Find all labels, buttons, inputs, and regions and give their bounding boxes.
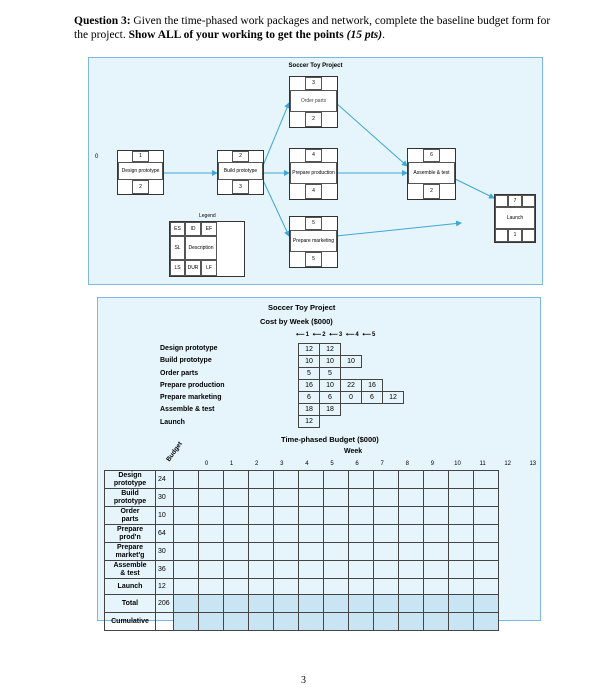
cost-cell [320, 416, 341, 428]
week-number: 2 [255, 461, 259, 467]
cost-title: Soccer Toy Project [268, 303, 336, 312]
week-cell[interactable] [324, 579, 349, 595]
row-label: Launch [117, 582, 143, 590]
week-cell[interactable] [274, 613, 299, 631]
week-cell[interactable] [274, 595, 299, 613]
budget-cell [156, 613, 174, 631]
week-cell[interactable] [374, 561, 399, 579]
budget-row [105, 561, 499, 579]
week-cell[interactable] [474, 561, 499, 579]
cost-row [299, 404, 425, 416]
row-label: Prepare [116, 543, 144, 551]
cost-cell [362, 356, 383, 368]
week-cell[interactable] [249, 613, 274, 631]
week-cell[interactable] [424, 471, 449, 489]
cost-row-labels [160, 343, 225, 429]
week-cell[interactable] [424, 543, 449, 561]
node-assemble-test: 6 Assemble & test 2 [407, 148, 456, 200]
row-label: prod'n [119, 533, 141, 541]
week-cell[interactable] [399, 543, 424, 561]
budget-grid [104, 470, 499, 631]
week-cell[interactable] [449, 561, 474, 579]
cost-cell: 6 [362, 392, 383, 404]
cost-cell [383, 356, 404, 368]
budget-row [105, 489, 499, 507]
week-cell[interactable] [424, 525, 449, 543]
week-cell[interactable] [174, 579, 199, 595]
week-cell[interactable] [174, 471, 199, 489]
week-cell[interactable] [224, 595, 249, 613]
week-cell[interactable] [249, 525, 274, 543]
budget-cell: 30 [156, 489, 174, 507]
node-design-prototype: 1 Design prototype 2 [117, 150, 164, 195]
budget-cell: 206 [156, 595, 174, 613]
cost-cell [362, 368, 383, 380]
total-label: Total [121, 599, 139, 607]
cost-subtitle: Cost by Week ($000) [260, 317, 333, 326]
cost-cell: 12 [299, 416, 320, 428]
question-body: Given the time-phased work packages and network, complete the baseline budget form for the project. [74, 15, 551, 41]
week-cell[interactable] [449, 507, 474, 525]
budget-cell: 64 [156, 525, 174, 543]
start-es: 0 [95, 154, 99, 160]
cost-cell [341, 344, 362, 356]
cost-row [299, 344, 425, 356]
week-cell[interactable] [374, 471, 399, 489]
week-cell[interactable] [474, 471, 499, 489]
cost-cell [383, 404, 404, 416]
week-arrows: ⟵1 ⟵2 ⟵3 ⟵4 ⟵5 [296, 332, 377, 338]
week-cell[interactable] [474, 507, 499, 525]
week-cell[interactable] [324, 561, 349, 579]
week-cell[interactable] [474, 613, 499, 631]
week-number: 10 [454, 461, 461, 467]
node-build-prototype: 2 Build prototype 3 [217, 150, 264, 195]
cost-row [299, 380, 425, 392]
week-cell[interactable] [299, 489, 324, 507]
cost-cell: 6 [320, 392, 341, 404]
week-cell[interactable] [249, 543, 274, 561]
question-emphasis: Show ALL of your working to get the points [128, 29, 344, 41]
week-cell[interactable] [224, 543, 249, 561]
week-cell[interactable] [224, 507, 249, 525]
question-points: (15 pts) [346, 29, 383, 41]
cost-cell [341, 368, 362, 380]
week-number: 3 [280, 461, 284, 467]
cost-row-label: Order parts [160, 369, 199, 377]
cost-cell [362, 404, 383, 416]
week-cell[interactable] [249, 507, 274, 525]
row-label: Order [120, 507, 140, 515]
week-cell[interactable] [374, 525, 399, 543]
week-cell[interactable] [199, 525, 224, 543]
week-cell[interactable] [299, 543, 324, 561]
question-text: Question 3: Given the time-phased work packages and network, complete the baseline budget form for the project. Show ALL of your working to get the points (15 pts). [74, 15, 551, 41]
week-cell[interactable] [374, 507, 399, 525]
week-cell[interactable] [249, 471, 274, 489]
week-cell[interactable] [224, 561, 249, 579]
week-cell[interactable] [449, 489, 474, 507]
week-cell[interactable] [349, 595, 374, 613]
week-cell[interactable] [474, 525, 499, 543]
network-title: Soccer Toy Project [288, 63, 343, 69]
week-cell[interactable] [324, 525, 349, 543]
week-cell[interactable] [324, 471, 349, 489]
row-label: & test [120, 569, 140, 577]
week-cell[interactable] [274, 507, 299, 525]
week-cell[interactable] [274, 579, 299, 595]
cumulative-row [105, 613, 499, 631]
cost-cell [404, 392, 425, 404]
week-cell[interactable] [274, 471, 299, 489]
cost-row-label: Design prototype [160, 345, 218, 352]
cost-row [299, 356, 425, 368]
week-cell[interactable] [199, 489, 224, 507]
week-cell[interactable] [349, 507, 374, 525]
week-cell[interactable] [199, 613, 224, 631]
row-label: Prepare [116, 525, 144, 533]
budget-cell: 12 [156, 579, 174, 595]
week-number: 9 [430, 461, 435, 467]
week-cell[interactable] [174, 613, 199, 631]
cost-cell [383, 380, 404, 392]
week-cell[interactable] [474, 579, 499, 595]
cost-cell: 10 [341, 356, 362, 368]
week-cell[interactable] [449, 579, 474, 595]
cost-row-label: Prepare production [160, 381, 225, 389]
week-cell[interactable] [224, 489, 249, 507]
cost-row [299, 368, 425, 380]
row-label: parts [121, 515, 139, 523]
week-cell[interactable] [349, 579, 374, 595]
cost-table [298, 343, 425, 428]
cost-cell [404, 380, 425, 392]
cost-cell [362, 416, 383, 428]
week-cell[interactable] [224, 525, 249, 543]
week-cell[interactable] [424, 595, 449, 613]
week-cell[interactable] [349, 525, 374, 543]
budget-row [105, 543, 499, 561]
node-prepare-production: 4 Prepare production 4 [289, 148, 338, 200]
cost-row-label: Build prototype [160, 357, 212, 365]
week-number: 8 [405, 461, 409, 467]
budget-cell: 24 [156, 471, 174, 489]
week-cell[interactable] [424, 507, 449, 525]
cost-row [299, 392, 425, 404]
cost-cell [383, 416, 404, 428]
week-cell[interactable] [274, 489, 299, 507]
week-cell[interactable] [324, 507, 349, 525]
week-cell[interactable] [474, 489, 499, 507]
week-cell[interactable] [199, 595, 224, 613]
cost-cell [404, 344, 425, 356]
cost-cell [404, 416, 425, 428]
week-number: 4 [305, 461, 309, 467]
week-cell[interactable] [274, 543, 299, 561]
row-label: market'g [115, 551, 145, 559]
week-cell[interactable] [399, 507, 424, 525]
week-cell[interactable] [199, 579, 224, 595]
week-cell[interactable] [349, 471, 374, 489]
week-cell[interactable] [449, 613, 474, 631]
budget-row [105, 507, 499, 525]
cost-cell [383, 344, 404, 356]
cost-row-label: Assemble & test [160, 406, 215, 414]
week-cell[interactable] [349, 613, 374, 631]
week-cell[interactable] [449, 595, 474, 613]
cumulative-label: Cumulative [111, 617, 149, 625]
node-prepare-marketing: 5 Prepare marketing 5 [289, 216, 338, 268]
budget-row [105, 579, 499, 595]
cost-row-label: Prepare marketing [160, 394, 222, 402]
question-label: Question 3: [74, 15, 131, 27]
cost-cell: 12 [320, 344, 341, 356]
week-cell[interactable] [374, 489, 399, 507]
week-cell[interactable] [249, 489, 274, 507]
cost-cell: 16 [299, 380, 320, 392]
week-cell[interactable] [299, 525, 324, 543]
week-cell[interactable] [374, 595, 399, 613]
week-cell[interactable] [274, 561, 299, 579]
week-cell[interactable] [474, 543, 499, 561]
cost-cell: 5 [320, 368, 341, 380]
week-cell[interactable] [449, 525, 474, 543]
cost-cell: 10 [320, 380, 341, 392]
page-number: 3 [301, 675, 306, 686]
budget-cell: 30 [156, 543, 174, 561]
cost-cell: 6 [299, 392, 320, 404]
budget-panel [97, 297, 541, 625]
week-cell[interactable] [399, 471, 424, 489]
cost-cell [404, 368, 425, 380]
week-cell[interactable] [324, 595, 349, 613]
week-cell[interactable] [324, 543, 349, 561]
cost-row-label: Launch [160, 418, 185, 426]
week-number: 0 [204, 461, 209, 467]
week-cell[interactable] [349, 489, 374, 507]
cost-cell: 10 [320, 356, 341, 368]
budget-header: Budget [165, 440, 184, 463]
week-cell[interactable] [299, 471, 324, 489]
week-cell[interactable] [299, 579, 324, 595]
week-cell[interactable] [174, 595, 199, 613]
cost-cell [383, 368, 404, 380]
network-diagram [88, 57, 543, 285]
week-number: 7 [380, 461, 384, 467]
week-cell[interactable] [249, 595, 274, 613]
cost-cell [362, 344, 383, 356]
row-label: Assemble [113, 561, 147, 569]
budget-cell: 10 [156, 507, 174, 525]
week-cell[interactable] [324, 489, 349, 507]
week-cell[interactable] [399, 489, 424, 507]
week-cell[interactable] [174, 561, 199, 579]
week-number: 13 [529, 461, 537, 467]
week-cell[interactable] [174, 507, 199, 525]
week-cell[interactable] [399, 613, 424, 631]
row-label: prototype [113, 479, 147, 487]
cost-cell: 18 [299, 404, 320, 416]
week-cell[interactable] [424, 489, 449, 507]
cost-cell: 10 [299, 356, 320, 368]
row-label: Design [118, 471, 142, 479]
week-cell[interactable] [449, 471, 474, 489]
cost-cell [404, 356, 425, 368]
week-cell[interactable] [349, 561, 374, 579]
week-cell[interactable] [299, 613, 324, 631]
node-launch: 7 Launch 1 [494, 194, 536, 243]
week-cell[interactable] [199, 543, 224, 561]
week-number: 1 [229, 461, 234, 467]
week-cell[interactable] [224, 471, 249, 489]
cost-cell: 5 [299, 368, 320, 380]
budget-cell: 36 [156, 561, 174, 579]
week-cell[interactable] [474, 595, 499, 613]
cost-cell: 12 [299, 344, 320, 356]
week-cell[interactable] [399, 579, 424, 595]
cost-row [299, 416, 425, 428]
week-cell[interactable] [174, 543, 199, 561]
week-cell[interactable] [249, 561, 274, 579]
week-cell[interactable] [374, 543, 399, 561]
week-cell[interactable] [424, 561, 449, 579]
week-cell[interactable] [399, 595, 424, 613]
week-cell[interactable] [224, 579, 249, 595]
row-label: prototype [113, 497, 147, 505]
cost-cell: 0 [341, 392, 362, 404]
week-cell[interactable] [199, 471, 224, 489]
week-cell[interactable] [324, 613, 349, 631]
cost-cell: 18 [320, 404, 341, 416]
week-number: 6 [355, 461, 359, 467]
week-number: 5 [330, 461, 334, 467]
total-row [105, 595, 499, 613]
week-cell[interactable] [174, 525, 199, 543]
week-cell[interactable] [399, 525, 424, 543]
week-cell[interactable] [249, 579, 274, 595]
week-cell[interactable] [424, 613, 449, 631]
week-cell[interactable] [299, 561, 324, 579]
week-cell[interactable] [374, 579, 399, 595]
node-order-parts: 3 Order parts 2 [289, 76, 338, 128]
cost-cell: 22 [341, 380, 362, 392]
week-cell[interactable] [399, 561, 424, 579]
cost-cell: 16 [362, 380, 383, 392]
cost-cell [341, 404, 362, 416]
budget-title: Time-phased Budget ($000) [281, 435, 379, 444]
week-cell[interactable] [349, 543, 374, 561]
budget-row [105, 471, 499, 489]
week-cell[interactable] [299, 507, 324, 525]
legend-title: Legend [199, 213, 216, 219]
row-label: Build [121, 489, 139, 497]
week-cell[interactable] [274, 525, 299, 543]
week-cell[interactable] [424, 579, 449, 595]
week-label: Week [344, 448, 363, 455]
week-cell[interactable] [174, 489, 199, 507]
week-cell[interactable] [299, 595, 324, 613]
week-number: 11 [479, 461, 486, 467]
week-cell[interactable] [199, 507, 224, 525]
cost-cell [341, 416, 362, 428]
week-cell[interactable] [199, 561, 224, 579]
cost-cell: 12 [383, 392, 404, 404]
week-cell[interactable] [224, 613, 249, 631]
budget-row [105, 525, 499, 543]
week-cell[interactable] [449, 543, 474, 561]
week-cell[interactable] [374, 613, 399, 631]
week-number: 12 [504, 461, 512, 467]
cost-cell [404, 404, 425, 416]
legend: ES ID EF SL Description LS DUR LF [169, 221, 245, 277]
